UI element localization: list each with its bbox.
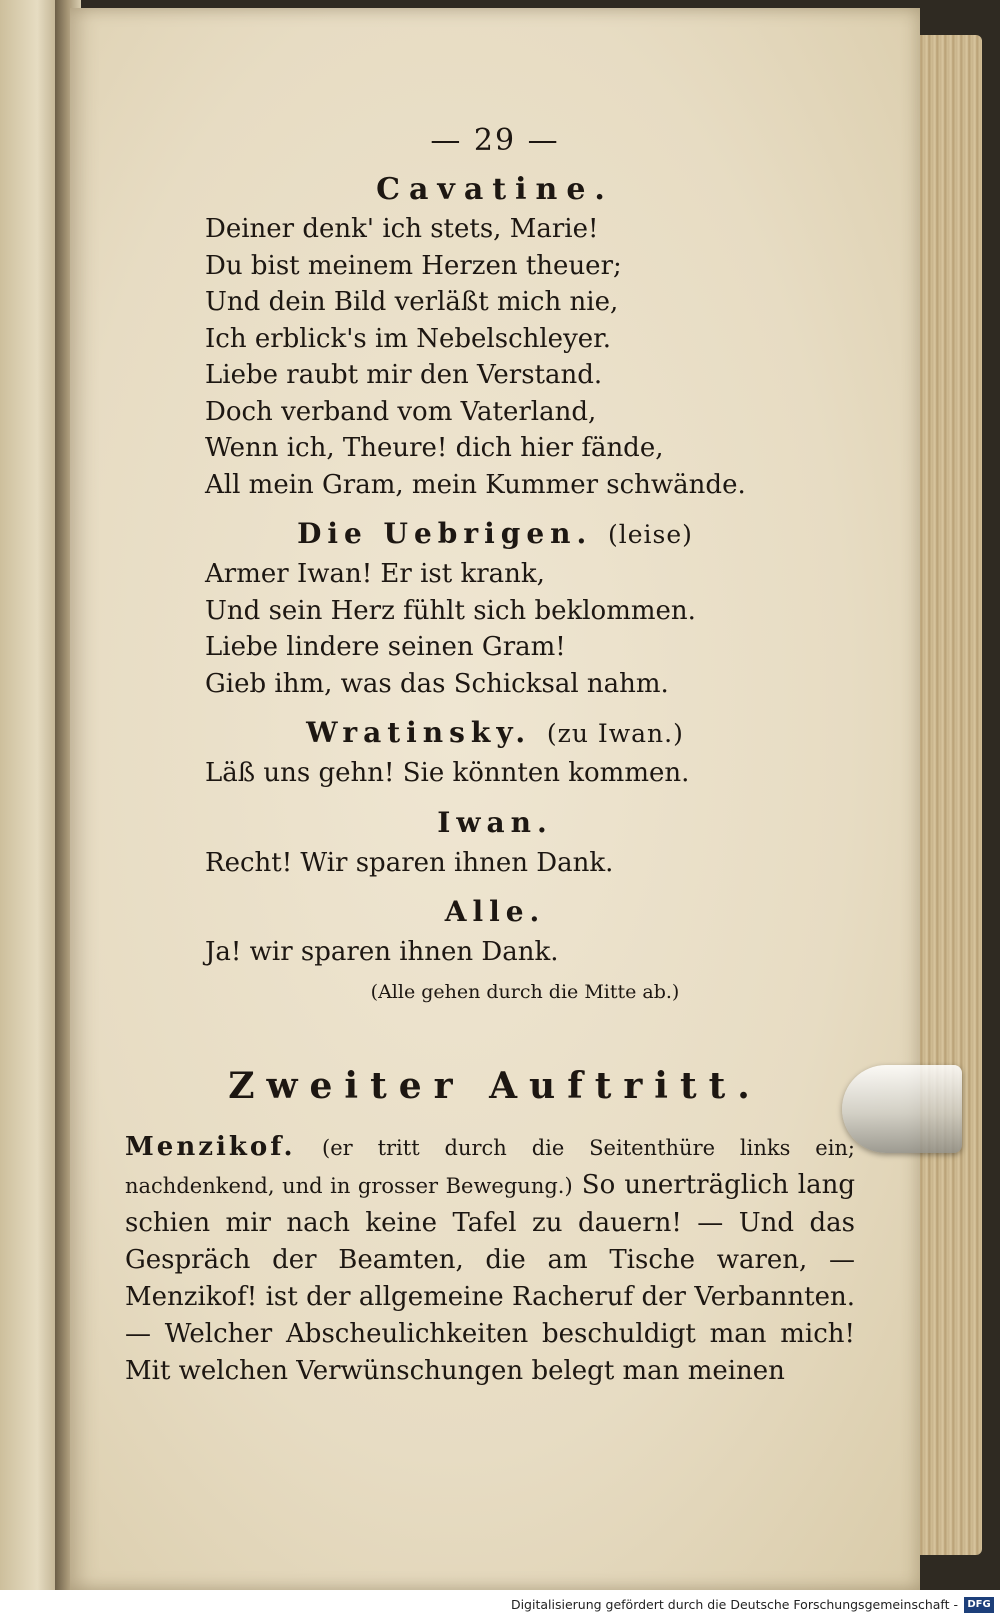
cavatine-verse xyxy=(125,211,865,503)
speaker-direction: (er tritt durch die Seitenthüre links ein; nachdenkend, und in grosser Bewegung.) xyxy=(125,1135,856,1198)
left-page xyxy=(0,0,62,1590)
verse-line: Wenn ich, Theure! dich hier fände, xyxy=(205,433,664,463)
scene-prose xyxy=(125,1129,865,1390)
footer-bar xyxy=(0,1590,1000,1621)
footer-credit: Digitalisierung gefördert durch die Deutsche Forschungsgemeinschaft - xyxy=(510,1597,958,1612)
page-content xyxy=(125,123,865,1390)
alle-verse xyxy=(125,934,865,971)
iwan-verse xyxy=(125,845,865,882)
speaker-name: Iwan. xyxy=(437,805,553,839)
speaker-direction: (leise) xyxy=(608,520,693,549)
verse-line: Du bist meinem Herzen theuer; xyxy=(205,250,622,281)
speaker-alle xyxy=(125,895,865,928)
scene-title: Zweiter Auftritt. xyxy=(228,1064,762,1107)
wratinsky-verse xyxy=(125,755,865,792)
stage-direction: (Alle gehen durch die Mitte ab.) xyxy=(370,980,680,1003)
speaker-name: Wratinsky. xyxy=(306,716,532,749)
speaker-name: Die Uebrigen. xyxy=(297,517,593,550)
cavatine-heading: Cavatine. xyxy=(376,172,614,207)
page-clip xyxy=(842,1065,962,1153)
verse-line: Doch verband vom Vaterland, xyxy=(205,396,597,427)
verse-line: Gieb ihm, was das Schicksal nahm. xyxy=(205,668,669,699)
verse-line: All mein Gram, mein Kummer schwände. xyxy=(205,469,746,500)
verse-line: Deiner denk' ich stets, Marie! xyxy=(205,214,599,244)
verse-line: Ich erblick's im Nebelschleyer. xyxy=(205,323,611,354)
speaker-wratinsky xyxy=(125,716,865,749)
verse-line: Armer Iwan! Er ist krank, xyxy=(205,559,545,589)
prose-text: So unerträglich lang schien mir nach keine Tafel zu dauern! — Und das Gespräch der Beamten, die am Tische waren, — Menzikof! ist der allgemeine Racheruf der Verbannten. — Welcher Abscheulichkeiten beschuldigt man mich! Mit welchen Verwünschungen belegt man meinen xyxy=(125,1169,856,1386)
speaker-name: Alle. xyxy=(444,895,546,928)
verse-line: Liebe raubt mir den Verstand. xyxy=(205,360,603,390)
verse-line: Und dein Bild verläßt mich nie, xyxy=(205,287,619,317)
verse-line: Liebe lindere seinen Gram! xyxy=(205,632,566,662)
verse-line: Und sein Herz fühlt sich beklommen. xyxy=(205,595,696,626)
verse-line: Ja! wir sparen ihnen Dank. xyxy=(205,937,559,967)
book-page xyxy=(70,8,920,1590)
speaker-menzikof: Menzikof. xyxy=(125,1131,296,1162)
dfg-logo: DFG xyxy=(964,1597,994,1613)
speaker-uebrigen xyxy=(125,517,865,550)
page-number: — 29 — xyxy=(430,123,560,158)
verse-line: Recht! Wir sparen ihnen Dank. xyxy=(205,847,614,878)
speaker-direction: (zu Iwan.) xyxy=(546,719,684,748)
verse-line: Läß uns gehn! Sie könnten kommen. xyxy=(205,758,690,788)
uebrigen-verse xyxy=(125,556,865,702)
speaker-iwan xyxy=(125,806,865,839)
